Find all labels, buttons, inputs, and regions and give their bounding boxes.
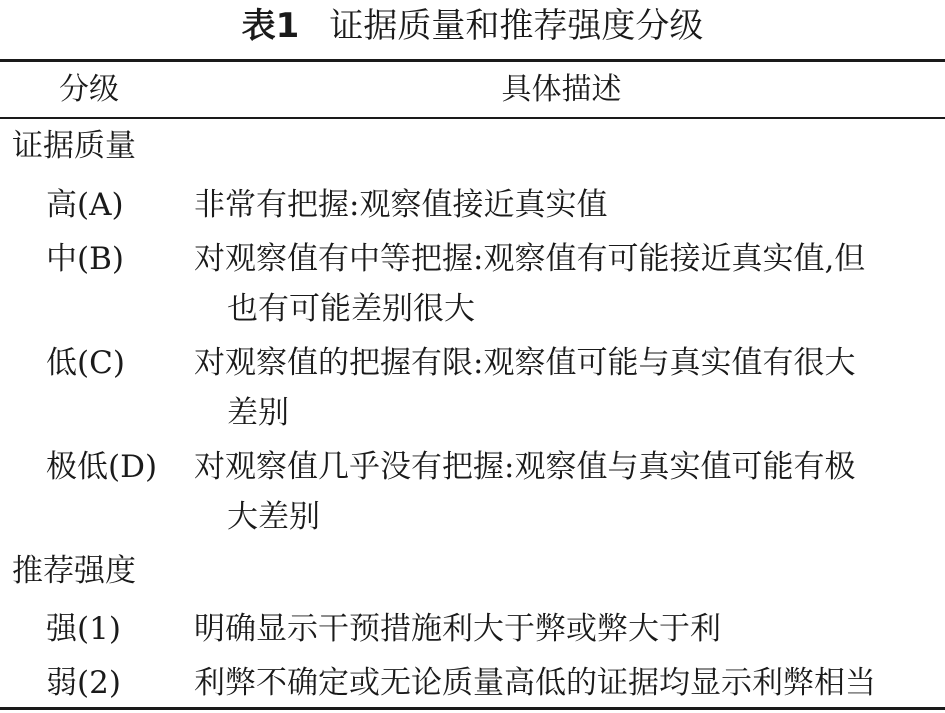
row-description [194, 180, 939, 230]
description-line: 大差别 [227, 499, 320, 535]
section-heading: 证据质量 [12, 128, 136, 164]
description-line: 对观察值有中等把握:观察值有可能接近真实值,但 [194, 241, 866, 277]
header-rule [0, 117, 945, 119]
row-description [194, 658, 939, 708]
row-description [194, 604, 939, 654]
row-description [194, 338, 939, 438]
description-line: 差别 [227, 395, 289, 431]
row-description [194, 442, 939, 542]
description-line: 对观察值几乎没有把握:观察值与真实值可能有极 [194, 449, 856, 485]
table-caption: 证据质量和推荐强度分级 [329, 6, 704, 46]
row-grade: 弱(2) [46, 665, 121, 701]
row-grade: 高(A) [46, 187, 124, 223]
row-grade: 强(1) [46, 611, 121, 647]
description-line: 明确显示干预措施利大于弊或弊大于利 [194, 611, 721, 647]
column-header-description: 具体描述 [501, 72, 622, 107]
row-grade: 低(C) [46, 345, 125, 381]
row-grade: 中(B) [46, 241, 124, 277]
top-rule [0, 59, 945, 62]
table-title [0, 6, 945, 46]
row-grade: 极低(D) [46, 449, 158, 485]
description-line: 利弊不确定或无论质量高低的证据均显示利弊相当 [194, 665, 876, 701]
description-line: 非常有把握:观察值接近真实值 [194, 187, 608, 223]
description-line: 也有可能差别很大 [227, 291, 475, 327]
column-header-grade: 分级 [59, 72, 119, 107]
description-line: 对观察值的把握有限:观察值可能与真实值有很大 [194, 345, 856, 381]
section-heading: 推荐强度 [12, 553, 136, 589]
bottom-rule [0, 707, 945, 710]
row-description [194, 234, 939, 334]
table-label: 表1 [241, 6, 300, 46]
